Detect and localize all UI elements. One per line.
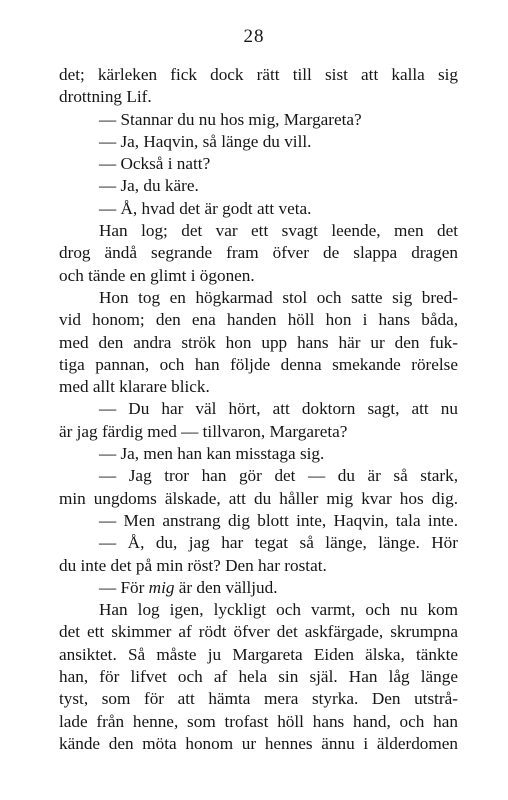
text-line: — Å, hvad det är godt att veta.: [99, 198, 312, 218]
body-text: [59, 64, 458, 755]
text-line: och tände en glimt i ögonen.: [59, 265, 255, 285]
text-line: — Du har väl hört, att doktorn sagt, att nu: [99, 399, 458, 419]
text-line: drottning Lif.: [59, 87, 152, 107]
text-line: — För mig är den välljud.: [99, 577, 278, 597]
text-line: Han log igen, lyckligt och varmt, och nu kom: [99, 600, 458, 620]
text-line: — Å, du, jag har tegat så länge, länge. Hör: [99, 533, 458, 553]
text-line: tyst, som för att hämta mera styrka. Den utstrå-: [59, 689, 458, 709]
text-line: Hon tog en högkarmad stol och satte sig bred-: [99, 287, 458, 307]
text-line: — Men anstrang dig blott inte, Haqvin, tala inte.: [99, 510, 458, 530]
text-line: drog ändå segrande fram öfver de slappa dragen: [59, 243, 458, 263]
text-line: är jag färdig med — tillvaron, Margareta?: [59, 421, 348, 441]
text-line: — Ja, du käre.: [99, 176, 199, 196]
page-number: 28: [243, 26, 265, 47]
text-line: — Också i natt?: [99, 154, 211, 174]
text-line: ansiktet. Så måste ju Margareta Eiden älska, tänkte: [59, 644, 458, 664]
text-line: du inte det på min röst? Den har rostat.: [59, 555, 327, 575]
text-line: med den andra strök hon upp hans här ur den fuk-: [59, 332, 458, 352]
text-line: — Jag tror han gör det — du är så stark,: [99, 466, 458, 486]
text-line: Han log; det var ett svagt leende, men det: [99, 221, 458, 241]
text-line: det ett skimmer af rödt öfver det askfärgade, skrumpna: [59, 622, 458, 642]
text-line: — Ja, Haqvin, så länge du vill.: [99, 131, 312, 151]
text-line: tiga pannan, och han följde denna smekande rörelse: [59, 354, 458, 374]
text-line: — Ja, men han kan misstaga sig.: [99, 444, 325, 464]
text-line: vid honom; den ena handen höll hon i hans båda,: [59, 310, 458, 330]
text-line: — Stannar du nu hos mig, Margareta?: [99, 109, 362, 129]
text-line: han, för lifvet och af hela sin själ. Han låg länge: [59, 667, 458, 687]
text-line: min ungdoms älskade, att du håller mig kvar hos dig.: [59, 488, 458, 508]
text-line: kände den möta honom ur hennes ännu i älderdomen: [59, 733, 458, 753]
text-line: det; kärleken fick dock rätt till sist att kalla sig: [59, 65, 458, 84]
text-line: med allt klarare blick.: [59, 377, 210, 397]
text-line: lade från henne, som trofast höll hans hand, och han: [59, 711, 458, 731]
